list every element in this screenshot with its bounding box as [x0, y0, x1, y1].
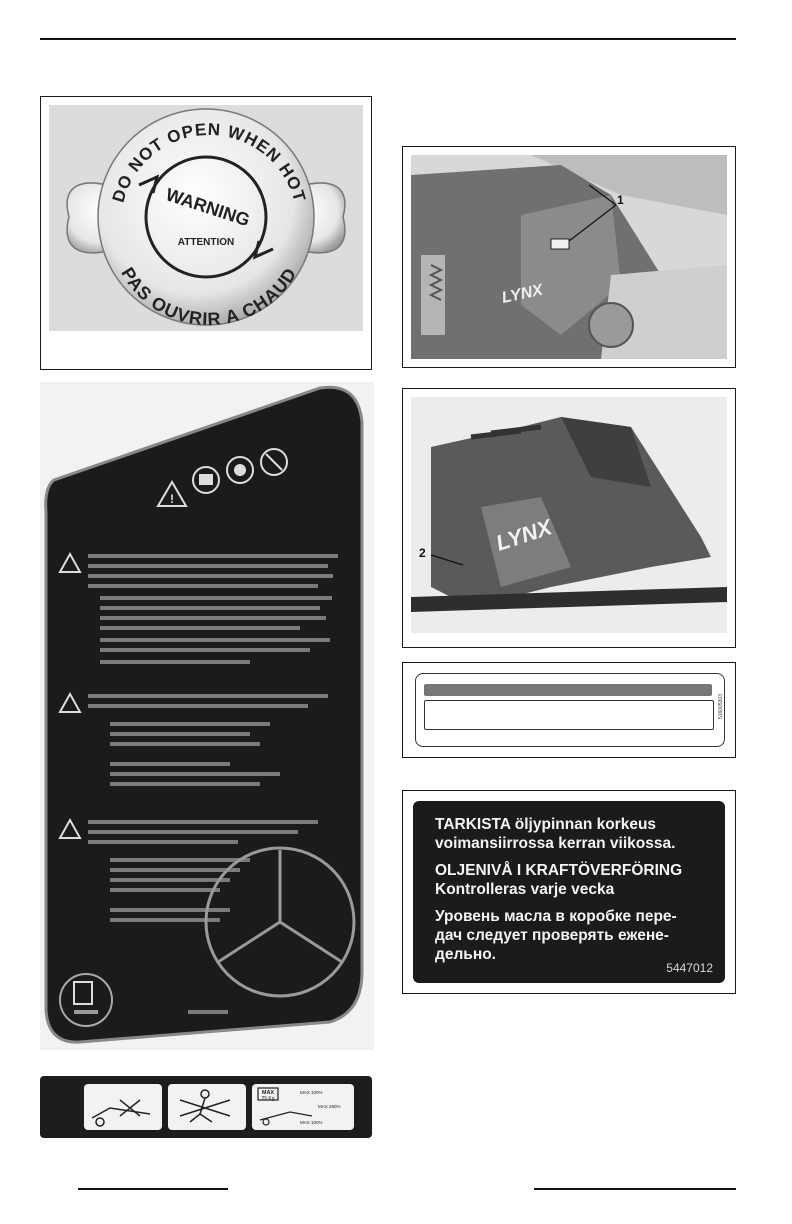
snowmobile-front-image: [411, 397, 727, 633]
svg-text:!: !: [170, 492, 174, 506]
footer-rule-left: [78, 1188, 228, 1190]
photo-2-brand: LYNX: [492, 514, 555, 556]
oil-level-decal-figure: [402, 790, 736, 994]
small-label-code: 516005303: [718, 694, 724, 720]
decal-russian-line-3: дельно.: [435, 946, 496, 963]
decal-finnish-line-1: TARKISTA öljypinnan korkeus: [435, 816, 657, 833]
footer-rule-right: [534, 1188, 736, 1190]
header-rule: [40, 38, 736, 40]
max-weight: 25 Kg: [261, 1096, 275, 1102]
decal-russian-line-1: Уровень масла в коробке пере-: [435, 908, 677, 925]
cargo-limit-decal: [40, 1076, 372, 1138]
photo-1-callout: 1: [617, 193, 624, 207]
decal-finnish-line-2: voimansiirrossa kerran viikossa.: [435, 835, 676, 852]
radiator-cap-image: [49, 105, 363, 331]
max-label: MAX: [261, 1090, 275, 1096]
snowmobile-side-panel-image: [411, 155, 727, 359]
decal-part-number: 5447012: [666, 961, 713, 975]
photo-2-callout: 2: [419, 546, 426, 560]
snowmobile-photo-1-figure: [402, 146, 736, 368]
decal-russian-line-2: дач следует проверять ежене-: [435, 927, 669, 944]
load-position-1: MAX 100%: [300, 1090, 323, 1095]
small-label-figure: [402, 662, 736, 758]
snowmobile-photo-2-figure: [402, 388, 736, 648]
oil-level-decal: [413, 801, 725, 983]
cap-attention-text: ATTENTION: [177, 237, 235, 248]
safety-warning-decal: [40, 382, 374, 1050]
load-position-2: MAX 250%: [318, 1104, 341, 1109]
decal-swedish-line-2: Kontrolleras varje vecka: [435, 881, 615, 898]
photo-1-brand: LYNX: [500, 281, 545, 307]
cap-ring-bottom-text: PAS OUVRIR A CHAUD: [117, 263, 301, 330]
decal-swedish-line-1: OLJENIVÅ I KRAFTÖVERFÖRING: [435, 862, 683, 879]
cap-warning-text: WARNING: [163, 184, 253, 231]
radiator-cap-figure: [40, 96, 372, 370]
cap-ring-top-text: DO NOT OPEN WHEN HOT: [108, 119, 310, 205]
small-label: [415, 673, 725, 747]
load-position-3: MAX 100%: [300, 1120, 323, 1125]
